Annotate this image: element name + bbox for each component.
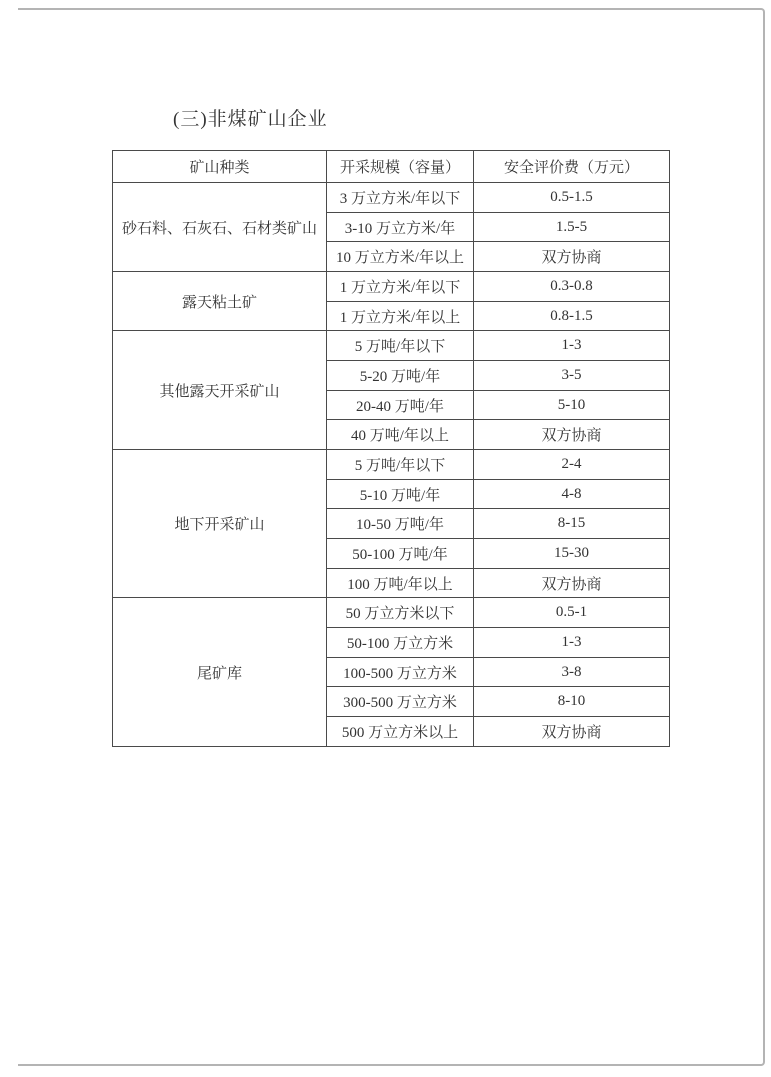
mine-category-cell: 尾矿库: [113, 598, 327, 747]
safety-fee-cell: 15-30: [474, 539, 670, 569]
mining-scale-cell: 50 万立方米以下: [327, 598, 474, 628]
safety-fee-cell: 3-8: [474, 657, 670, 687]
mining-scale-cell: 5-10 万吨/年: [327, 479, 474, 509]
header-safety-fee: 安全评价费（万元）: [474, 151, 670, 183]
safety-fee-cell: 1.5-5: [474, 212, 670, 242]
safety-fee-cell: 双方协商: [474, 242, 670, 272]
mining-scale-cell: 3 万立方米/年以下: [327, 183, 474, 213]
table-header-row: [113, 151, 670, 183]
mining-scale-cell: 10-50 万吨/年: [327, 509, 474, 539]
mining-scale-cell: 20-40 万吨/年: [327, 390, 474, 420]
header-mining-scale: 开采规模（容量）: [327, 151, 474, 183]
section-title: (三)非煤矿山企业: [173, 109, 328, 130]
mining-scale-cell: 50-100 万立方米: [327, 628, 474, 658]
mining-scale-cell: 5 万吨/年以下: [327, 331, 474, 361]
table-row: [113, 450, 670, 480]
safety-fee-cell: 双方协商: [474, 717, 670, 747]
mining-scale-cell: 500 万立方米以上: [327, 717, 474, 747]
safety-fee-cell: 1-3: [474, 628, 670, 658]
mine-category-cell: 其他露天开采矿山: [113, 331, 327, 450]
safety-fee-cell: 双方协商: [474, 568, 670, 598]
mine-category-cell: 砂石料、石灰石、石材类矿山: [113, 183, 327, 272]
safety-fee-cell: 3-5: [474, 361, 670, 391]
safety-fee-cell: 1-3: [474, 331, 670, 361]
mining-scale-cell: 5 万吨/年以下: [327, 450, 474, 480]
mining-scale-cell: 1 万立方米/年以上: [327, 301, 474, 331]
mining-scale-cell: 50-100 万吨/年: [327, 539, 474, 569]
mining-scale-cell: 5-20 万吨/年: [327, 361, 474, 391]
table-row: [113, 598, 670, 628]
safety-fee-cell: 0.5-1: [474, 598, 670, 628]
mining-scale-cell: 40 万吨/年以上: [327, 420, 474, 450]
table-row: [113, 272, 670, 302]
mining-scale-cell: 100 万吨/年以上: [327, 568, 474, 598]
mining-scale-cell: 3-10 万立方米/年: [327, 212, 474, 242]
mining-scale-cell: 1 万立方米/年以下: [327, 272, 474, 302]
safety-fee-cell: 8-10: [474, 687, 670, 717]
mining-scale-cell: 10 万立方米/年以上: [327, 242, 474, 272]
safety-fee-cell: 4-8: [474, 479, 670, 509]
safety-fee-cell: 双方协商: [474, 420, 670, 450]
table-row: [113, 331, 670, 361]
safety-fee-cell: 2-4: [474, 450, 670, 480]
mine-category-cell: 地下开采矿山: [113, 450, 327, 598]
mining-scale-cell: 300-500 万立方米: [327, 687, 474, 717]
mining-scale-cell: 100-500 万立方米: [327, 657, 474, 687]
mine-category-cell: 露天粘土矿: [113, 272, 327, 331]
header-mine-type: 矿山种类: [113, 151, 327, 183]
safety-fee-cell: 8-15: [474, 509, 670, 539]
safety-fee-cell: 0.5-1.5: [474, 183, 670, 213]
fee-table: [112, 150, 670, 747]
table-body: [113, 183, 670, 747]
safety-fee-cell: 5-10: [474, 390, 670, 420]
safety-fee-cell: 0.3-0.8: [474, 272, 670, 302]
table-row: [113, 183, 670, 213]
safety-fee-cell: 0.8-1.5: [474, 301, 670, 331]
